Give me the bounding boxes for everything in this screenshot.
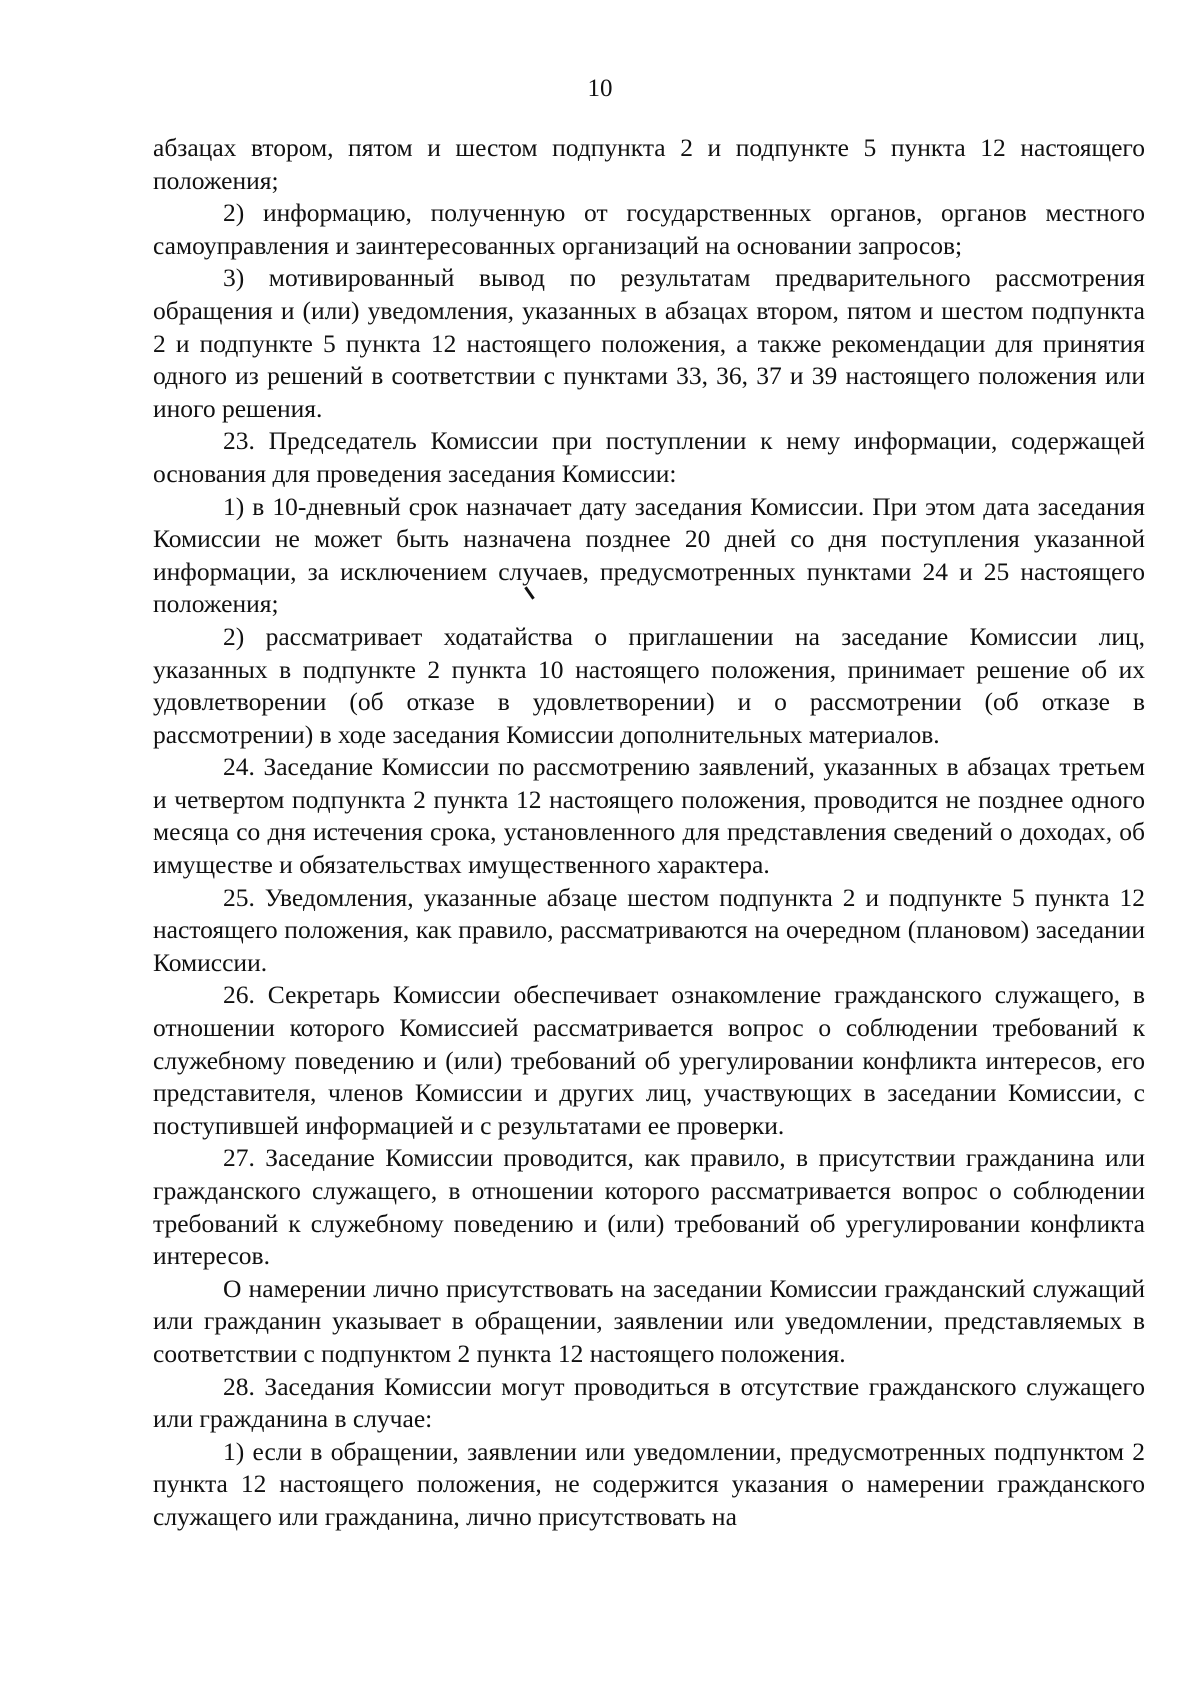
paragraph-item-23-subitem-1: 1) в 10-дневный срок назначает дату заседания Комиссии. При этом дата заседания Комиссии не может быть назначена позднее 20 дней со дня поступления указанной информации, за исключением случаев, предусмотренных пунктами 24 и 25 настоящего положения; [153,491,1145,619]
paragraph-item-28-subitem-1: 1) если в обращении, заявлении или уведомлении, предусмотренных подпунктом 2 пункта 12 настоящего положения, не содержится указания о намерении гражданского служащего или гражданина, лично присутствовать на [153,1436,1145,1531]
paragraph-subitem-2-information: 2) информацию, полученную от государственных органов, органов местного самоуправления и заинтересованных организаций на основании запросов; [153,198,1145,260]
paragraph-item-27-intent: О намерении лично присутствовать на заседании Комиссии гражданский служащий или гражданин указывает в обращении, заявлении или уведомлении, представляемых в соответствии с подпунктом 2 пункта 12 настоящего положения. [153,1273,1145,1368]
paragraph-item-24: 24. Заседание Комиссии по рассмотрению заявлений, указанных в абзацах третьем и четвертом подпункта 2 пункта 12 настоящего положения, проводится не позднее одного месяца со дня истечения срока, установленного для представления сведений о доходах, об имуществе и обязательствах имущественного характера. [153,752,1145,880]
paragraph-item-26: 26. Секретарь Комиссии обеспечивает ознакомление гражданского служащего, в отношении которого Комиссией рассматривается вопрос о соблюдении требований к служебному поведению и (или) требований об урегулировании конфликта интересов, его представителя, членов Комиссии и других лиц, участвующих в заседании Комиссии, с поступившей информацией и с результатами ее проверки. [153,980,1145,1140]
paragraph-item-28: 28. Заседания Комиссии могут проводиться в отсутствие гражданского служащего или гражданина в случае: [153,1371,1145,1434]
paragraph-item-25: 25. Уведомления, указанные абзаце шестом подпункта 2 и подпункте 5 пункта 12 настоящего положения, как правило, рассматриваются на очередном (плановом) заседании Комиссии. [153,882,1145,977]
document-body [153,132,1145,1534]
paragraph-subitem-3-reasoned-conclusion: 3) мотивированный вывод по результатам предварительного рассмотрения обращения и (или) уведомления, указанных в абзацах втором, пятом и шестом подпункта 2 и подпункте 5 пункта 12 настоящего положения, а также рекомендации для принятия одного из решений в соответствии с пунктами 33, 36, 37 и 39 настоящего положения или иного решения. [153,263,1145,423]
paragraph-item-27: 27. Заседание Комиссии проводится, как правило, в присутствии гражданина или гражданского служащего, в отношении которого рассматривается вопрос о соблюдении требований к служебному поведению и (или) требований об урегулировании конфликта интересов. [153,1143,1145,1271]
paragraph-continuation: абзацах втором, пятом и шестом подпункта 2 и подпункте 5 пункта 12 настоящего положения; [153,133,1145,195]
paragraph-item-23: 23. Председатель Комиссии при поступлении к нему информации, содержащей основания для проведения заседания Комиссии: [153,426,1145,488]
paragraph-item-23-subitem-2: 2) рассматривает ходатайства о приглашении на заседание Комиссии лиц, указанных в подпункте 2 пункта 10 настоящего положения, принимает решение об их удовлетворении (об отказе в удовлетворении) и о рассмотрении (об отказе в рассмотрении) в ходе заседания Комиссии дополнительных материалов. [153,621,1145,749]
page-number: 10 [587,75,613,102]
